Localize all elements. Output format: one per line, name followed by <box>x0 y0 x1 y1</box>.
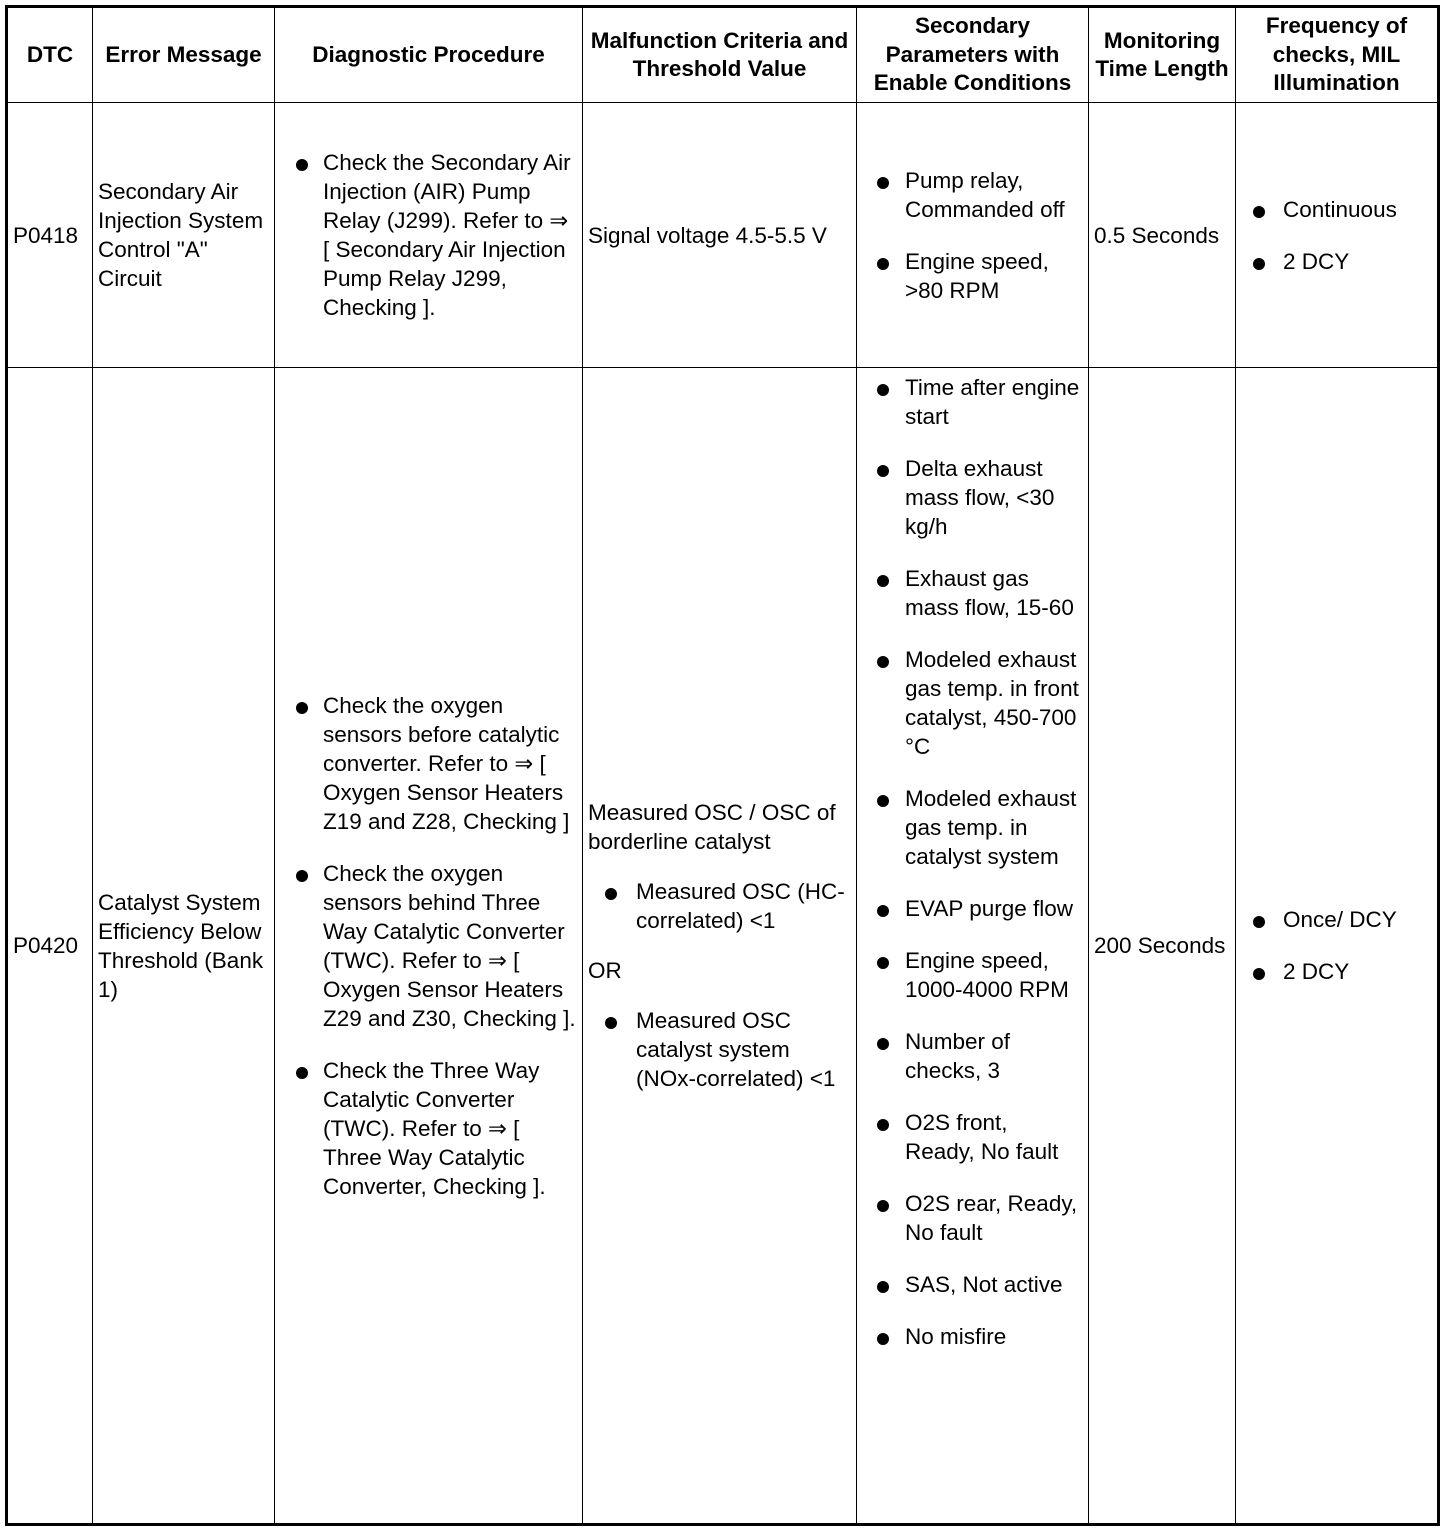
header-frequency: Frequency of checks, MIL Illumination <box>1236 7 1439 103</box>
header-monitoring-time: Monitoring Time Length <box>1089 7 1236 103</box>
malfunction-criteria <box>583 368 857 1525</box>
parameter-item: No misfire <box>857 1322 1083 1351</box>
malfunction-item: Measured OSC catalyst system (NOx-correlated) <1 <box>588 1006 851 1093</box>
procedure-step: Check the oxygen sensors before catalytic converter. Refer to ⇒ [ Oxygen Sensor Heaters Z19 and Z28, Checking ] <box>275 691 577 836</box>
header-row <box>7 7 1439 103</box>
error-message: Catalyst System Efficiency Below Threshold (Bank 1) <box>93 368 275 1525</box>
frequency <box>1236 368 1439 1525</box>
dtc-table <box>5 5 1440 1526</box>
secondary-parameters <box>857 103 1089 368</box>
frequency-item: 2 DCY <box>1236 957 1432 986</box>
parameter-item: Number of checks, 3 <box>857 1027 1083 1085</box>
parameter-item: O2S front, Ready, No fault <box>857 1108 1083 1166</box>
dtc-code: P0420 <box>7 368 93 1525</box>
procedure-step: Check the Three Way Catalytic Converter (TWC). Refer to ⇒ [ Three Way Catalytic Converter, Checking ]. <box>275 1056 577 1201</box>
parameter-item: Engine speed, >80 RPM <box>857 247 1083 305</box>
secondary-parameters <box>857 368 1089 1525</box>
parameter-item: SAS, Not active <box>857 1270 1083 1299</box>
frequency-item: 2 DCY <box>1236 247 1432 276</box>
parameter-item: EVAP purge flow <box>857 894 1083 923</box>
diagnostic-procedure <box>275 103 583 368</box>
parameter-item: O2S rear, Ready, No fault <box>857 1189 1083 1247</box>
procedure-step: Check the Secondary Air Injection (AIR) Pump Relay (J299). Refer to ⇒ [ Secondary Air Injection Pump Relay J299, Checking ]. <box>275 148 577 322</box>
header-dtc: DTC <box>7 7 93 103</box>
procedure-step: Check the oxygen sensors behind Three Way Catalytic Converter (TWC). Refer to ⇒ [ Oxygen Sensor Heaters Z29 and Z30, Checking ]. <box>275 859 577 1033</box>
malfunction-lead: Measured OSC / OSC of borderline catalyst <box>588 800 836 854</box>
malfunction-or: OR <box>588 958 622 983</box>
diagnostic-procedure <box>275 368 583 1525</box>
header-diagnostic-procedure: Diagnostic Procedure <box>275 7 583 103</box>
header-error-message: Error Message <box>93 7 275 103</box>
table-row <box>7 103 1439 368</box>
parameter-item: Delta exhaust mass flow, <30 kg/h <box>857 454 1083 541</box>
parameter-item: Modeled exhaust gas temp. in catalyst system <box>857 784 1083 871</box>
monitoring-time: 200 Seconds <box>1089 368 1236 1525</box>
parameter-item: Time after engine start <box>857 373 1083 431</box>
monitoring-time: 0.5 Seconds <box>1089 103 1236 368</box>
frequency-item: Continuous <box>1236 195 1432 224</box>
error-message: Secondary Air Injection System Control "A" Circuit <box>93 103 275 368</box>
parameter-item: Engine speed, 1000-4000 RPM <box>857 946 1083 1004</box>
parameter-item: Exhaust gas mass flow, 15-60 <box>857 564 1083 622</box>
malfunction-criteria: Signal voltage 4.5-5.5 V <box>583 103 857 368</box>
header-secondary-parameters: Secondary Parameters with Enable Conditions <box>857 7 1089 103</box>
table-row <box>7 368 1439 1525</box>
parameter-item: Modeled exhaust gas temp. in front catalyst, 450-700 °C <box>857 645 1083 761</box>
frequency <box>1236 103 1439 368</box>
frequency-item: Once/ DCY <box>1236 905 1432 934</box>
dtc-code: P0418 <box>7 103 93 368</box>
parameter-item: Pump relay, Commanded off <box>857 166 1083 224</box>
malfunction-item: Measured OSC (HC-correlated) <1 <box>588 877 851 935</box>
header-malfunction-criteria: Malfunction Criteria and Threshold Value <box>583 7 857 103</box>
